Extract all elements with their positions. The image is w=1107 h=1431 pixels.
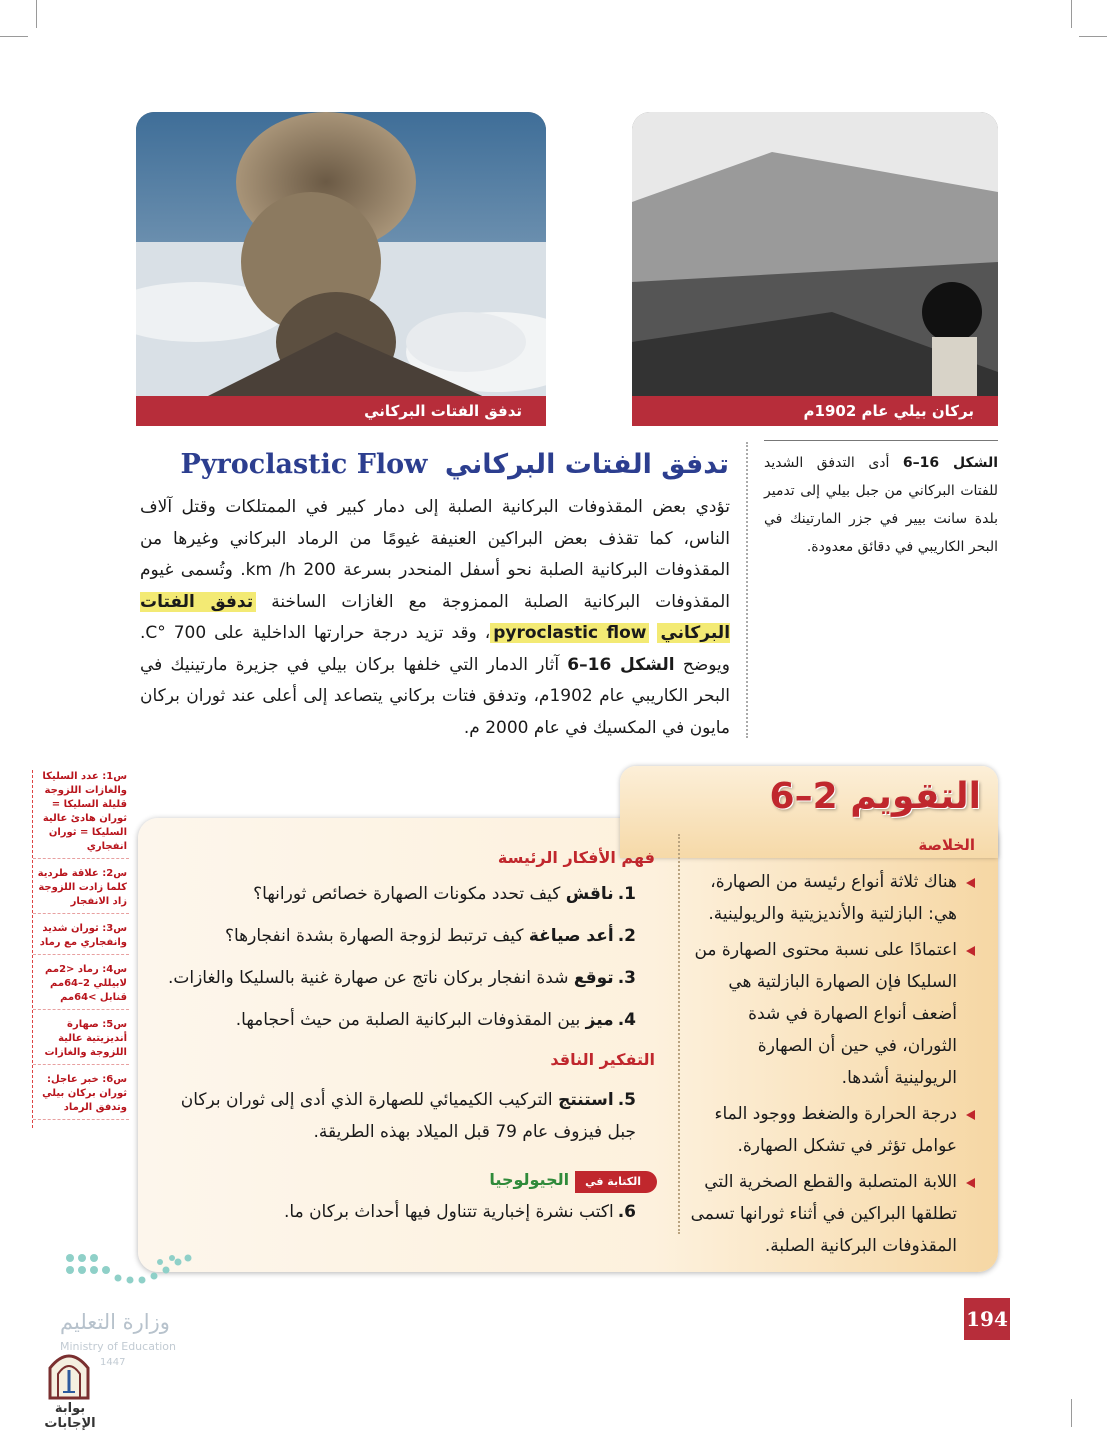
crop-mark bbox=[1071, 1399, 1072, 1427]
margin-note: س1: عدد السليكا والغازات اللزوجة قليلة السليكا = ثوران هادئ عالية السليكا = ثوران انفجاري bbox=[33, 770, 129, 859]
question-3: 3.توقع شدة انفجار بركان ناتج عن صهارة غنية بالسليكا والغازات. bbox=[167, 968, 636, 988]
question-2: 2.أعد صياغة كيف ترتبط لزوجة الصهارة بشدة انفجارها؟ bbox=[224, 926, 636, 946]
page-number: 194 bbox=[964, 1298, 1010, 1340]
ministry-name-en: Ministry of Education bbox=[60, 1340, 177, 1353]
section-title bbox=[181, 449, 729, 480]
crop-mark bbox=[0, 36, 28, 37]
ministry-logo-icon bbox=[60, 1250, 200, 1294]
body-para-1: تؤدي بعض المقذوفات البركانية الصلبة إلى دمار كبير في الممتلكات وقتل آلاف الناس، كما تقذف بعض البراكين العنيفة غيومًا من الرماد البركاني وغيرها من المقذوفات البركانية الصلبة نحو أسفل المنحدر بسرعة 200 km /h. وتُسمى غيوم المقذوفات البركانية الصلبة الممزوجة مع الغازات الساخنة bbox=[140, 497, 730, 612]
figure-caption-text: أدى التدفق الشديد للفتات البركاني من جبل بيلي إلى تدمير بلدة سانت بيير في جزر المارتينك في البحر الكاريبي في دقائق معدودة. bbox=[764, 455, 998, 555]
right-photo-caption: بركان بيلي عام 1902م bbox=[632, 396, 998, 426]
margin-notes bbox=[32, 770, 129, 1128]
pyroclastic-flow-photo bbox=[136, 112, 546, 426]
summary-item: اللابة المتصلبة والقطع الصخرية التي تطلقها البراكين في أثناء ثورانها تسمى المقذوفات البركانية الصلبة. bbox=[690, 1166, 975, 1262]
figure-label: الشكل 16–6 bbox=[902, 455, 998, 471]
margin-note: س2: علاقة طردية كلما زادت اللزوجة زاد الانفجار bbox=[33, 867, 129, 914]
question-5: 5.استنتج التركيب الكيميائي للصهارة الذي أدى إلى ثوران بركان جبل فيزوف عام 79 قبل الميلاد بهذه الطريقة. bbox=[180, 1090, 636, 1142]
margin-note: س5: صهارة أنديزيتية عالية اللزوجة والغازات bbox=[33, 1018, 129, 1065]
writing-subject: الجيولوجيا bbox=[489, 1170, 570, 1189]
summary-item: اعتمادًا على نسبة محتوى الصهارة من السليكا فإن الصهارة البازلتية هي أضعف أنواع الصهارة في شدة الثوران، في حين أن الصهارة الريولينية أشدها. bbox=[690, 934, 975, 1094]
summary-item: درجة الحرارة والضغط ووجود الماء عوامل تؤثر في تشكل الصهارة. bbox=[690, 1098, 975, 1162]
assessment-divider bbox=[678, 834, 680, 1234]
watermark-text: بوابة الإجابات bbox=[44, 1401, 96, 1431]
summary-heading: الخلاصة bbox=[918, 836, 975, 854]
section-title-en: Pyroclastic Flow bbox=[180, 449, 428, 480]
ministry-year: 1447 bbox=[100, 1357, 126, 1368]
margin-note: س6: خبر عاجل: ثوران بركان بيلي وتدفق الرماد bbox=[33, 1073, 129, 1120]
term-ar: تدفق الفتات البركاني bbox=[140, 591, 731, 643]
figure-caption bbox=[764, 440, 998, 561]
margin-note: س4: رماد <2مم لابيللي 2–64مم قنابل >64مم bbox=[33, 963, 129, 1010]
question-6: 6.اكتب نشرة إخبارية تتناول فيها أحداث بركان ما. bbox=[283, 1202, 636, 1222]
summary-list bbox=[690, 866, 975, 1266]
section-body bbox=[140, 492, 730, 744]
ministry-name-ar: وزارة التعليم bbox=[60, 1310, 170, 1334]
term-en: pyroclastic flow bbox=[490, 623, 649, 643]
question-4: 4.ميز بين المقذوفات البركانية الصلبة من حيث أحجامها. bbox=[235, 1010, 636, 1030]
crop-mark bbox=[36, 0, 37, 28]
answers-gate-logo-icon bbox=[46, 1350, 92, 1400]
crop-mark bbox=[1079, 36, 1107, 37]
writing-badge: الكتابة في bbox=[575, 1171, 657, 1193]
writing-in-geology-label bbox=[489, 1170, 657, 1194]
column-divider bbox=[746, 442, 748, 738]
figure-reference: الشكل 16–6 bbox=[567, 654, 675, 675]
assessment-title: التقويم 2–6 bbox=[769, 776, 981, 817]
margin-note: س3: ثوران شديد وانفجاري مع رماد bbox=[33, 922, 129, 955]
body-para-2: ، وقد تزيد درجة حرارتها الداخلية على 700 °C. ويوضح bbox=[140, 623, 730, 675]
question-1: 1.ناقش كيف تحدد مكونات الصهارة خصائص ثورانها؟ bbox=[253, 884, 636, 904]
critical-thinking-heading: التفكير الناقد bbox=[550, 1050, 655, 1069]
section-title-ar: تدفق الفتات البركاني bbox=[444, 449, 729, 480]
crop-mark bbox=[1071, 0, 1072, 28]
summary-item: هناك ثلاثة أنواع رئيسة من الصهارة، هي: البازلتية والأنديزيتية والريولينية. bbox=[690, 866, 975, 930]
body-para-3: آثار الدمار التي خلفها بركان بيلي في جزيرة مارتينيك في البحر الكاريبي عام 1902م، وتدفق فتات بركاني يتصاعد إلى أعلى عند ثوران بركان مايون في المكسيك في عام 2000 م. bbox=[140, 654, 730, 738]
main-ideas-heading: فهم الأفكار الرئيسة bbox=[497, 848, 655, 867]
pelee-volcano-photo bbox=[632, 112, 998, 426]
left-photo-caption: تدفق الفتات البركاني bbox=[136, 396, 546, 426]
